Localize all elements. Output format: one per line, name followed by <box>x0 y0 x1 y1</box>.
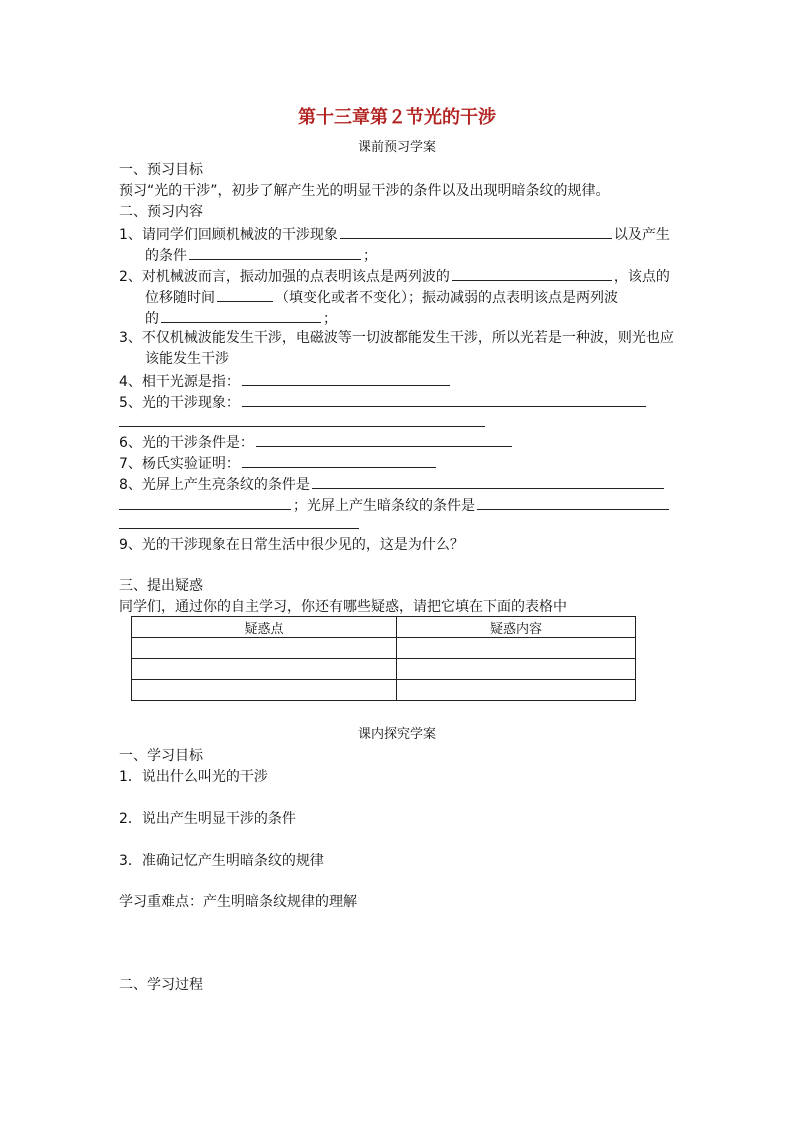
table-row <box>132 680 636 701</box>
question-5 <box>119 392 648 412</box>
preview-goal-text: 预习“光的干涉”，初步了解产生光的明显干涉的条件以及出现明暗条纹的规律。 <box>119 183 610 199</box>
question-5-text: 5、光的干涉现象： <box>119 395 240 411</box>
table-cell[interactable] <box>397 638 636 659</box>
question-9: 9、光的干涉现象在日常生活中很少见的，这是为什么？ <box>119 537 464 553</box>
question-2-line-1 <box>119 266 670 286</box>
table-cell[interactable] <box>132 659 397 680</box>
answer-blank[interactable] <box>119 495 291 510</box>
answer-blank[interactable] <box>452 266 612 281</box>
answer-line[interactable] <box>119 426 485 427</box>
key-point: 学习重难点：产生明暗条纹规律的理解 <box>119 894 357 910</box>
question-2-text: 2、对机械波而言，振动加强的点表明该点是两列波的 <box>119 269 450 285</box>
inclass-subtitle: 课内探究学案 <box>357 727 436 742</box>
answer-blank[interactable] <box>256 432 512 447</box>
question-2-line-2 <box>145 287 618 307</box>
table-header-doubt-content: 疑惑内容 <box>397 617 636 638</box>
question-7-text: 7、杨氏实验证明： <box>119 456 240 472</box>
preview-goal-heading: 一、预习目标 <box>119 162 203 178</box>
answer-line[interactable] <box>119 528 359 529</box>
inclass-goal-2: 2．说出产生明显干涉的条件 <box>119 811 296 827</box>
table-cell[interactable] <box>132 680 397 701</box>
inclass-goal-1: 1．说出什么叫光的干涉 <box>119 769 268 785</box>
preview-subtitle: 课前预习学案 <box>357 140 436 155</box>
question-7 <box>119 453 438 473</box>
question-8-text: 8、光屏上产生亮条纹的条件是 <box>119 477 310 493</box>
question-3-line-2: 该能发生干涉 <box>145 351 229 367</box>
process-heading: 二、学习过程 <box>119 977 203 993</box>
question-1-tail: 以及产生 <box>613 227 670 243</box>
question-1-text: 1、请同学们回顾机械波的干涉现象 <box>119 227 338 243</box>
inclass-goal-3: 3．准确记忆产生明暗条纹的规律 <box>119 853 324 869</box>
table-row <box>132 659 636 680</box>
answer-blank[interactable] <box>242 453 436 468</box>
question-4 <box>119 371 452 391</box>
table-header-doubt-point: 疑惑点 <box>132 617 397 638</box>
doubt-table <box>131 616 636 701</box>
answer-blank[interactable] <box>242 392 646 407</box>
table-cell[interactable] <box>132 638 397 659</box>
question-1-cont: 的条件 <box>145 248 187 264</box>
table-cell[interactable] <box>397 659 636 680</box>
doubt-heading: 三、提出疑惑 <box>119 578 203 594</box>
answer-blank[interactable] <box>340 224 612 239</box>
document-title: 第十三章第２节光的干涉 <box>298 107 496 128</box>
question-6 <box>119 432 514 452</box>
semicolon: ； <box>323 311 337 327</box>
table-cell[interactable] <box>397 680 636 701</box>
question-4-text: 4、相干光源是指： <box>119 374 240 390</box>
answer-blank[interactable] <box>312 474 664 489</box>
question-2-cont: 位移随时间 <box>145 290 215 306</box>
question-1-line-1 <box>119 224 670 244</box>
question-2-line-3 <box>145 308 337 328</box>
answer-blank[interactable] <box>477 495 669 510</box>
answer-blank[interactable] <box>242 371 450 386</box>
doubt-text: 同学们，通过你的自主学习，你还有哪些疑惑，请把它填在下面的表格中 <box>119 599 567 615</box>
table-row <box>132 638 636 659</box>
question-8-line-2 <box>119 495 671 515</box>
preview-content-heading: 二、预习内容 <box>119 204 203 220</box>
question-2-tail: ，该点的 <box>613 269 670 285</box>
question-2-cont-3: 的 <box>145 311 159 327</box>
question-3-line-1: 3、不仅机械波能发生干涉，电磁波等一切波都能发生干涉，所以光若是一种波，则光也应 <box>119 330 674 346</box>
answer-blank[interactable] <box>189 245 361 260</box>
table-header-row <box>132 617 636 638</box>
question-8-line-1 <box>119 474 666 494</box>
question-2-cont-2: （填变化或者不变化）；振动减弱的点表明该点是两列波 <box>275 290 618 306</box>
answer-blank[interactable] <box>217 287 273 302</box>
question-8-cont: ；光屏上产生暗条纹的条件是 <box>293 498 475 514</box>
inclass-goal-heading: 一、学习目标 <box>119 748 203 764</box>
question-1-line-2 <box>145 245 377 265</box>
answer-blank[interactable] <box>161 308 321 323</box>
question-6-text: 6、光的干涉条件是： <box>119 435 254 451</box>
semicolon: ； <box>363 248 377 264</box>
